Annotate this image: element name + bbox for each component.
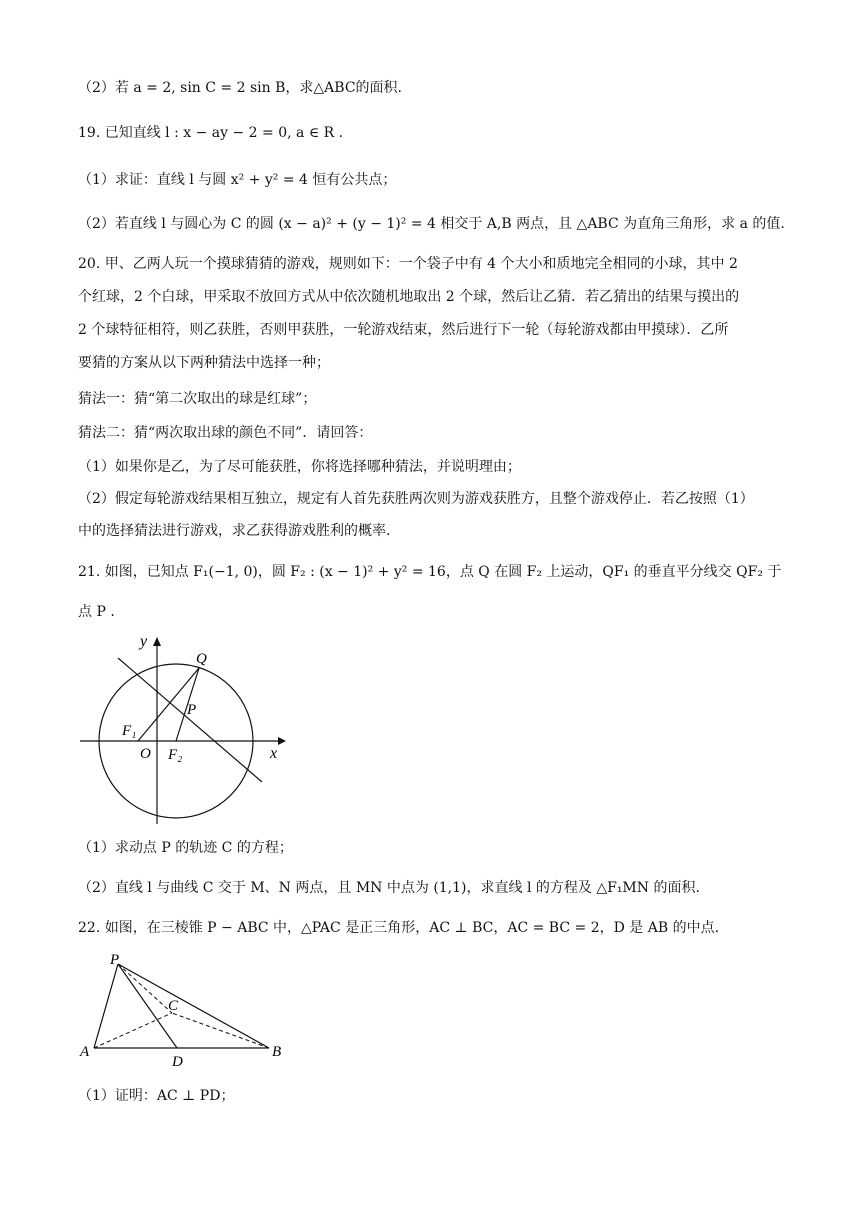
q19-part2: （2）若直线 l 与圆心为 C 的圆 (x − a)² + (y − 1)² = 4 相交于 A,B 两点，且 △ABC 为直角三角形，求 a 的值.	[78, 216, 785, 232]
label-f2: F₂	[168, 747, 183, 763]
q21-part1: （1）求动点 P 的轨迹 C 的方程；	[78, 840, 293, 856]
label-x: x	[270, 745, 278, 762]
q20-line: 要猜的方案从以下两种猜法中选择一种；	[78, 355, 330, 371]
q20-line: 2 个球特征相符，则乙获胜，否则甲获胜，一轮游戏结束，然后进行下一轮（每轮游戏都由甲摸球）．乙所	[78, 322, 729, 338]
q21-part2: （2）直线 l 与曲线 C 交于 M、N 两点，且 MN 中点为 (1,1)，求直线 l 的方程及 △F₁MN 的面积.	[78, 880, 700, 896]
label-b: B	[272, 1044, 282, 1060]
label-d: D	[172, 1054, 183, 1070]
q21-stem: 21. 如图，已知点 F₁(−1, 0)，圆 F₂ : (x − 1)² + y² = 16，点 Q 在圆 F₂ 上运动，QF₁ 的垂直平分线交 QF₂ 于	[78, 564, 782, 580]
x-axis-arrow	[278, 737, 286, 745]
q20-line: 猜法一：猜“第二次取出的球是红球”；	[78, 391, 317, 407]
q20-line: 猜法二：猜“两次取出球的颜色不同”．请回答：	[78, 425, 373, 441]
q20-line: 中的选择猜法进行游戏，求乙获得游戏胜利的概率.	[78, 523, 391, 539]
perpendicular-bisector	[118, 658, 262, 782]
q20-line: （1）如果你是乙，为了尽可能获胜，你将选择哪种猜法，并说明理由；	[78, 459, 521, 475]
label-y: y	[140, 633, 148, 650]
q22-stem: 22. 如图，在三棱锥 P − ABC 中，△PAC 是正三角形，AC ⊥ BC，AC = BC = 2，D 是 AB 的中点.	[78, 920, 720, 936]
q22-figure	[76, 950, 296, 1070]
q18-part2: （2）若 a = 2, sin C = 2 sin B，求△ABC的面积.	[78, 80, 402, 96]
q19-part1: （1）求证：直线 l 与圆 x² + y² = 4 恒有公共点；	[78, 172, 397, 188]
edge-bc	[172, 1013, 269, 1048]
label-f1: F₁	[122, 723, 137, 739]
q20-line: 个红球，2 个白球，甲采取不放回方式从中依次随机地取出 2 个球，然后让乙猜．若乙猜出的结果与摸出的	[78, 289, 740, 305]
label-a: A	[80, 1044, 90, 1060]
q22-part1: （1）证明：AC ⊥ PD；	[78, 1088, 235, 1104]
edge-pb	[118, 964, 269, 1048]
q20-line: 20. 甲、乙两人玩一个摸球猜猜的游戏，规则如下：一个袋子中有 4 个大小和质地完全相同的小球，其中 2	[78, 256, 738, 272]
q21-figure	[76, 628, 296, 828]
label-q: Q	[196, 651, 207, 667]
y-axis-arrow	[153, 637, 161, 646]
q20-line: （2）假定每轮游戏结果相互独立，规定有人首先获胜两次则为游戏获胜方，且整个游戏停止．若乙按照（1）	[78, 491, 754, 507]
edge-pc	[118, 964, 172, 1013]
q19-stem: 19. 已知直线 l : x − ay − 2 = 0, a ∈ R .	[78, 125, 344, 141]
edge-ac	[94, 1013, 172, 1048]
q21-stem: 点 P .	[78, 604, 115, 620]
label-o: O	[140, 746, 151, 762]
label-c: C	[168, 998, 179, 1014]
edge-pa	[94, 964, 118, 1048]
label-p: P	[187, 702, 197, 718]
label-p: P	[110, 952, 120, 968]
